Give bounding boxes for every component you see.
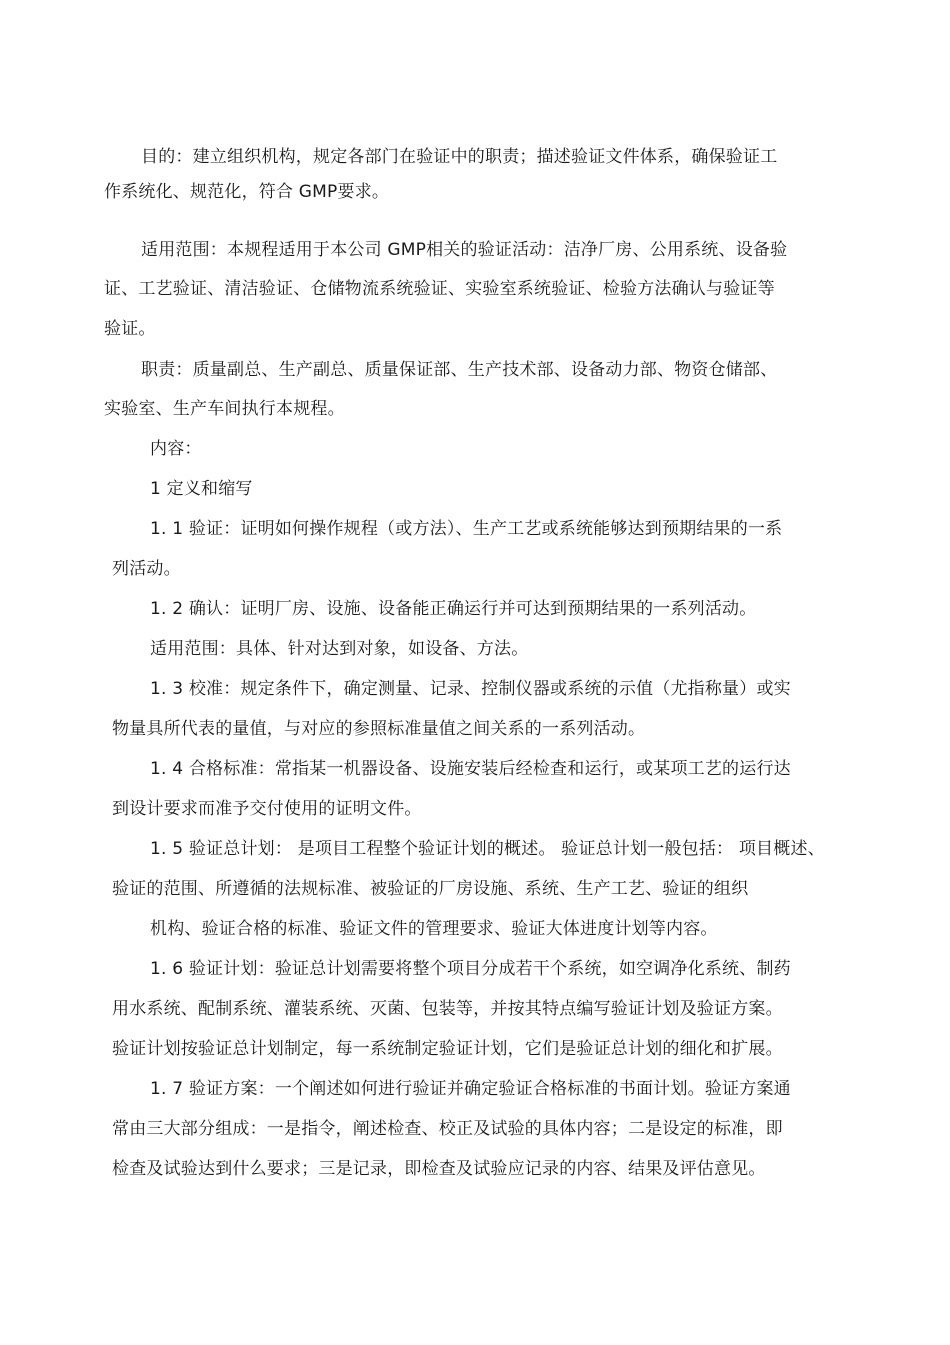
- duties-line-1: 职责：质量副总、生产副总、质量保证部、生产技术部、设备动力部、物资仓储部、: [141, 360, 778, 380]
- definition-1-7-line-1: 1. 7 验证方案：一个阐述如何进行验证并确定验证合格标准的书面计划。验证方案通: [150, 1079, 791, 1099]
- definition-1-4-line-1: 1. 4 合格标准：常指某一机器设备、设施安装后经检查和运行，或某项工艺的运行达: [150, 759, 791, 779]
- scope-line-3: 验证。: [104, 319, 156, 339]
- definition-1-6-line-2: 用水系统、配制系统、灌装系统、灭菌、包装等，并按其特点编写验证计划及验证方案。: [112, 999, 783, 1019]
- purpose-line-2: 作系统化、规范化，符合 GMP要求。: [104, 182, 390, 202]
- definition-1-3-line-2: 物量具所代表的量值，与对应的参照标准量值之间关系的一系列活动。: [112, 719, 646, 739]
- scope-line-1: 适用范围：本规程适用于本公司 GMP相关的验证活动：洁净厂房、公用系统、设备验: [141, 240, 788, 260]
- definition-1-4-line-2: 到设计要求而准予交付使用的证明文件。: [112, 799, 422, 819]
- definition-1-5-line-3: 机构、验证合格的标准、验证文件的管理要求、验证大体进度计划等内容。: [150, 919, 718, 939]
- duties-line-2: 实验室、生产车间执行本规程。: [104, 399, 345, 419]
- content-heading: 内容：: [150, 439, 202, 459]
- definition-1-3-line-1: 1. 3 校准：规定条件下，确定测量、记录、控制仪器或系统的示值（尤指称量）或实: [150, 679, 791, 699]
- definition-1-7-line-2: 常由三大部分组成：一是指令，阐述检查、校正及试验的具体内容；二是设定的标准，即: [112, 1119, 783, 1139]
- definition-1-6-line-3: 验证计划按验证总计划制定，每一系统制定验证计划，它们是验证总计划的细化和扩展。: [112, 1039, 783, 1059]
- purpose-line-1: 目的：建立组织机构，规定各部门在验证中的职责；描述验证文件体系，确保验证工: [141, 147, 778, 167]
- definition-1-7-line-3: 检查及试验达到什么要求；三是记录，即检查及试验应记录的内容、结果及评估意见。: [112, 1159, 766, 1179]
- definition-1-1-line-1: 1. 1 验证：证明如何操作规程（或方法）、生产工艺或系统能够达到预期结果的一系: [150, 519, 783, 539]
- definition-1-2-scope: 适用范围：具体、针对达到对象，如设备、方法。: [150, 639, 529, 659]
- definition-1-1-line-2: 列活动。: [112, 559, 181, 579]
- definition-1-5-line-1: 1. 5 验证总计划： 是项目工程整个验证计划的概述。 验证总计划一般包括： 项目概述、: [150, 839, 825, 859]
- scope-line-2: 证、工艺验证、清洁验证、仓储物流系统验证、实验室系统验证、检验方法确认与验证等: [104, 279, 775, 299]
- definition-1-6-line-1: 1. 6 验证计划：验证总计划需要将整个项目分成若干个系统，如空调净化系统、制药: [150, 959, 791, 979]
- definition-1-5-line-2: 验证的范围、所遵循的法规标准、被验证的厂房设施、系统、生产工艺、验证的组织: [112, 879, 749, 899]
- section-heading-definitions: 1 定义和缩写: [150, 479, 253, 499]
- definition-1-2: 1. 2 确认：证明厂房、设施、设备能正确运行并可达到预期结果的一系列活动。: [150, 599, 757, 619]
